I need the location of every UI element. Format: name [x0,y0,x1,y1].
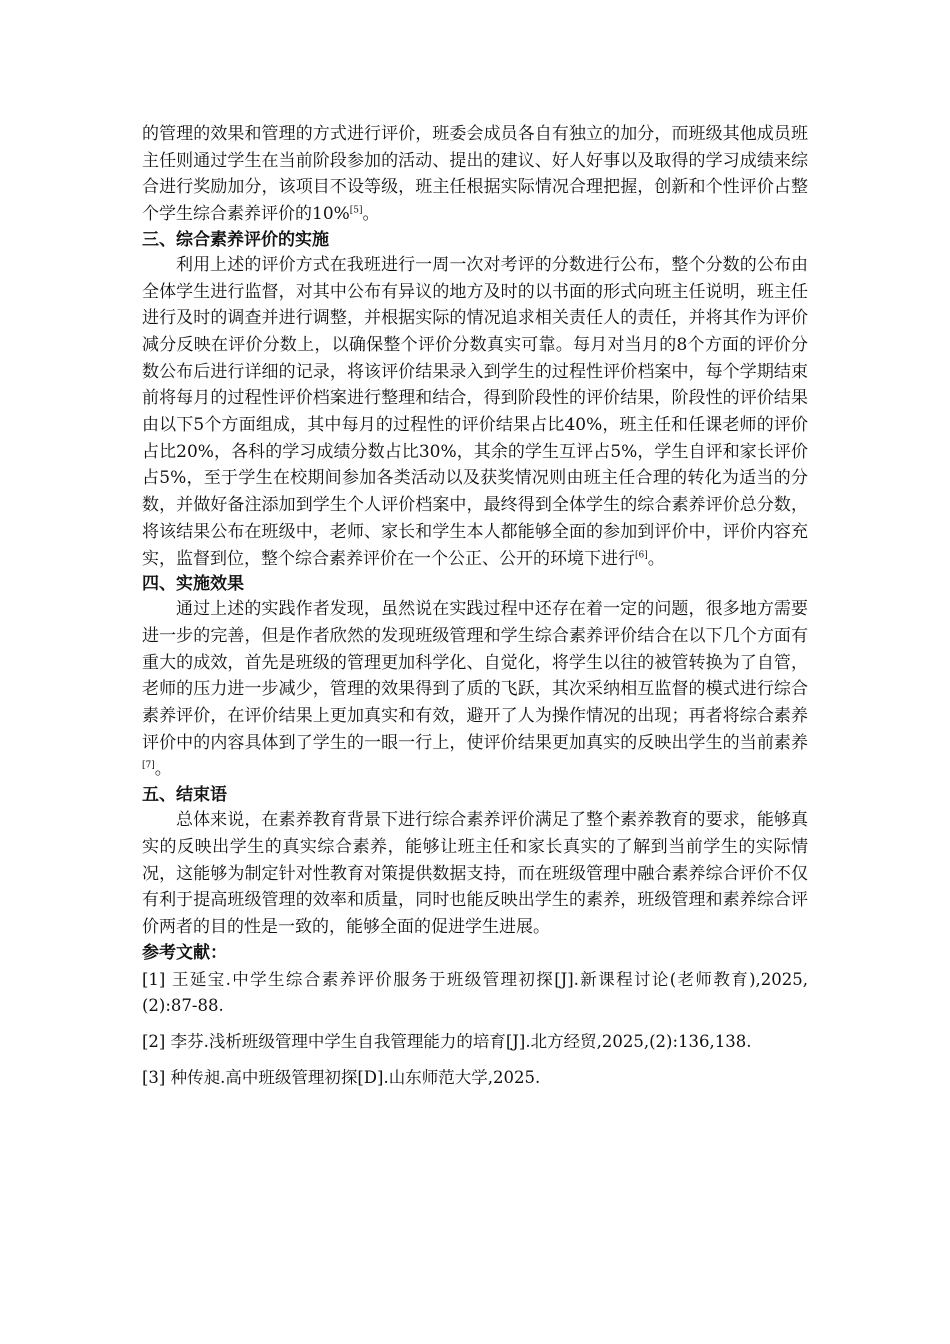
section-3-paragraph [142,252,808,572]
intro-end: 。 [362,204,380,225]
document-page [142,121,808,1101]
reference-item-2: [2] 李芬.浅析班级管理中学生自我管理能力的培育[J].北方经贸,2025,(2):136,138. [142,1031,752,1051]
intro-text: 的管理的效果和管理的方式进行评价，班委会成员各自有独立的加分，而班级其他成员班主任则通过学生在当前阶段参加的活动、提出的建议、好人好事以及取得的学习成绩来综合进行奖励加分，该项目不设等级，班主任根据实际情况合理把握，创新和个性评价占整个学生综合素养评价的10% [142,124,808,225]
citation-6: [6] [635,549,648,560]
reference-item-1: [1] 王延宝.中学生综合素养评价服务于班级管理初探[J].新课程讨论(老师教育),2025,(2):87-88. [142,969,808,1015]
section-5-heading: 五、结束语 [142,785,227,806]
citation-5: [5] [349,205,363,216]
section-5-paragraph: 总体来说，在素养教育背景下进行综合素养评价满足了整个素养教育的要求，能够真实的反映出学生的真实综合素养，能够让班主任和家长真实的了解到当前学生的实际情况，这能够为制定针对性教育对策提供数据支持，而在班级管理中融合素养综合评价不仅有利于提高班级管理的效率和质量，同时也能反映出学生的素养，班级管理和素养综合评价两者的目的性是一致的，能够全面的促进学生进展。 [142,810,808,937]
section-3-end: 。 [647,548,665,569]
citation-7: [7] [142,760,155,771]
references-title: 参考文献： [142,942,227,963]
section-3-heading: 三、综合素养评价的实施 [142,229,329,250]
section-4-paragraph [142,596,808,783]
section-4-end: 。 [154,759,172,780]
section-3-text: 利用上述的评价方式在我班进行一周一次对考评的分数进行公布，整个分数的公布由全体学生进行监督，对其中公布有异议的地方及时的以书面的形式向班主任说明，班主任进行及时的调查并进行调整，并根据实际的情况追求相关责任人的责任，并将其作为评价减分反映在评价分数上，以确保整个评价分数真实可靠。每月对当月的8个方面的评价分数公布后进行详细的记录，将该评价结果录入到学生的过程性评价档案中，每个学期结束前将每月的过程性评价档案进行整理和结合，得到阶段性的评价结果，阶段性的评价结果由以下5个方面组成，其中每月的过程性的评价结果占比40%，班主任和任课老师的评价占比20%，各科的学习成绩分数占比30%，其余的学生互评占5%，学生自评和家长评价占5%，至于学生在校期间参加各类活动以及获奖情况则由班主任合理的转化为适当的分数，并做好备注添加到学生个人评价档案中，最终得到全体学生的综合素养评价总分数，将该结果公布在班级中，老师、家长和学生本人都能够全面的参加到评价中，评价内容充实，监督到位，整个综合素养评价在一个公正、公开的环境下进行 [142,254,808,569]
section-4-text: 通过上述的实践作者发现，虽然说在实践过程中还存在着一定的问题，很多地方需要进一步的完善，但是作者欣然的发现班级管理和学生综合素养评价结合在以下几个方面有重大的成效，首先是班级的管理更加科学化、自觉化，将学生以往的被管转换为了自管，老师的压力进一步减少，管理的效果得到了质的飞跃，其次采纳相互监督的模式进行综合素养评价，在评价结果上更加真实和有效，避开了人为操作情况的出现；再者将综合素养评价中的内容具体到了学生的一眼一行上，使评价结果更加真实的反映出学生的当前素养 [142,599,808,753]
section-4-heading: 四、实施效果 [142,574,244,595]
intro-paragraph [142,121,808,228]
reference-item-3: [3] 种传昶.高中班级管理初探[D].山东师范大学,2025. [142,1067,541,1087]
